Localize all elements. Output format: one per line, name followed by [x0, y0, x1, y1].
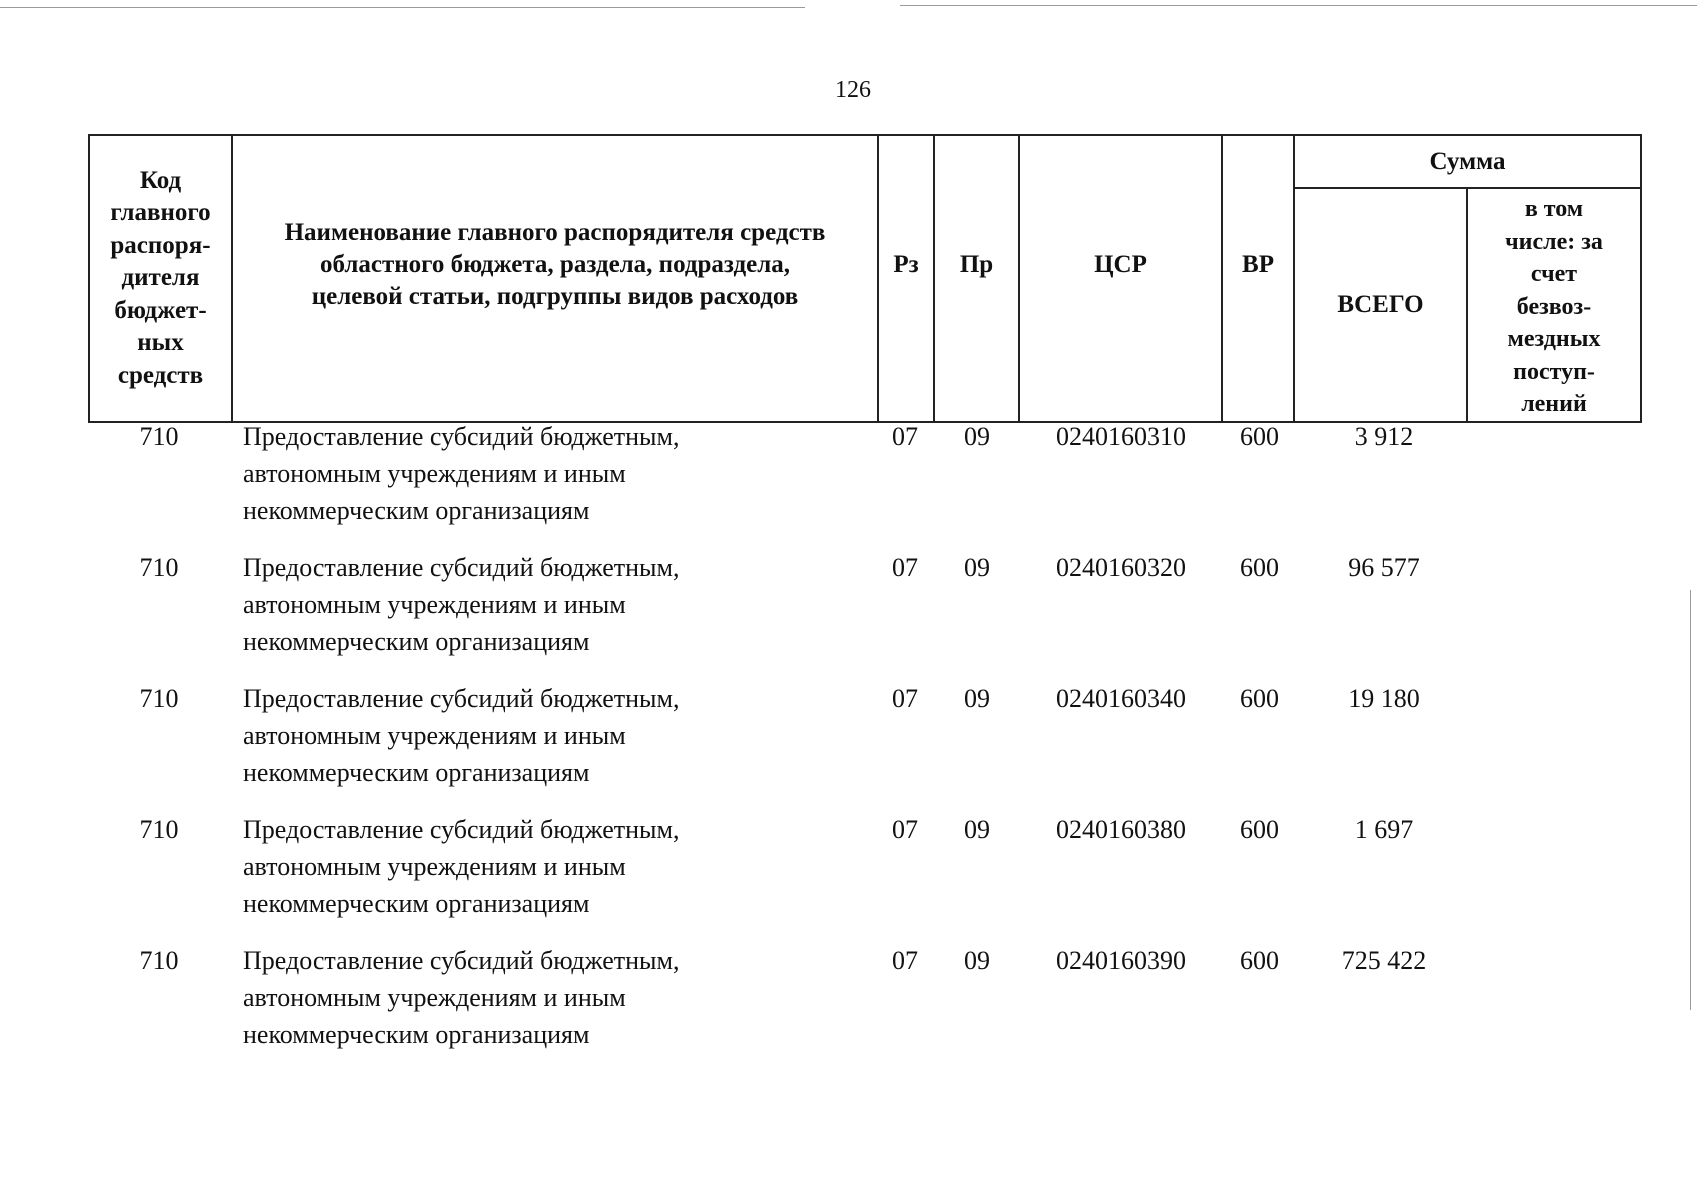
row-pr: 09	[964, 684, 990, 713]
row-total: 96 577	[1348, 553, 1420, 582]
row-csr: 0240160310	[1056, 422, 1186, 451]
row-vr: 600	[1240, 946, 1279, 975]
row-total: 3 912	[1354, 422, 1414, 451]
row-name: Предоставление субсидий бюджетным, автономным учреждениям и иным некоммерческим организациям	[243, 815, 680, 918]
header-free-receipts: в том числе: за счет безвоз- мездных поступ- лений	[1467, 188, 1641, 422]
row-name: Предоставление субсидий бюджетным, автономным учреждениям и иным некоммерческим организациям	[243, 422, 680, 525]
row-vr: 600	[1240, 422, 1279, 451]
row-total: 19 180	[1348, 684, 1420, 713]
row-csr: 0240160380	[1056, 815, 1186, 844]
scan-right-edge	[1690, 590, 1691, 1010]
row-vr: 600	[1240, 553, 1279, 582]
header-sum: Сумма	[1294, 135, 1641, 188]
table-body	[88, 418, 1642, 1073]
page-number: 126	[835, 77, 871, 103]
row-rz: 07	[892, 815, 918, 844]
row-rz: 07	[892, 553, 918, 582]
row-rz: 07	[892, 684, 918, 713]
row-csr: 0240160340	[1056, 684, 1186, 713]
row-pr: 09	[964, 553, 990, 582]
header-pr: Пр	[934, 135, 1019, 422]
row-pr: 09	[964, 815, 990, 844]
header-code: Код главного распоря- дителя бюджет- ных средств	[89, 135, 232, 422]
table-row	[88, 418, 1642, 549]
row-pr: 09	[964, 422, 990, 451]
row-csr: 0240160320	[1056, 553, 1186, 582]
header-vr: ВР	[1222, 135, 1294, 422]
table-row	[88, 811, 1642, 942]
row-code: 710	[139, 815, 179, 844]
row-name: Предоставление субсидий бюджетным, автономным учреждениям и иным некоммерческим организациям	[243, 684, 680, 787]
table-row	[88, 549, 1642, 680]
header-total: ВСЕГО	[1294, 188, 1467, 422]
table-row	[88, 680, 1642, 811]
row-name: Предоставление субсидий бюджетным, автономным учреждениям и иным некоммерческим организациям	[243, 553, 680, 656]
row-vr: 600	[1240, 815, 1279, 844]
row-csr: 0240160390	[1056, 946, 1186, 975]
row-pr: 09	[964, 946, 990, 975]
row-code: 710	[139, 553, 179, 582]
header-name: Наименование главного распорядителя средств областного бюджета, раздела, подраздела, целевой статьи, подгруппы видов расходов	[232, 135, 878, 422]
row-code: 710	[139, 946, 179, 975]
header-csr: ЦСР	[1019, 135, 1222, 422]
row-code: 710	[139, 422, 179, 451]
row-total: 725 422	[1341, 946, 1427, 975]
table-header	[88, 134, 1642, 423]
header-rz: Рз	[878, 135, 934, 422]
row-rz: 07	[892, 422, 918, 451]
scan-top-line	[900, 5, 1697, 6]
row-name: Предоставление субсидий бюджетным, автономным учреждениям и иным некоммерческим организациям	[243, 946, 680, 1049]
row-rz: 07	[892, 946, 918, 975]
row-total: 1 697	[1354, 815, 1414, 844]
table-row	[88, 942, 1642, 1073]
scan-top-line	[0, 7, 805, 8]
row-vr: 600	[1240, 684, 1279, 713]
row-code: 710	[139, 684, 179, 713]
